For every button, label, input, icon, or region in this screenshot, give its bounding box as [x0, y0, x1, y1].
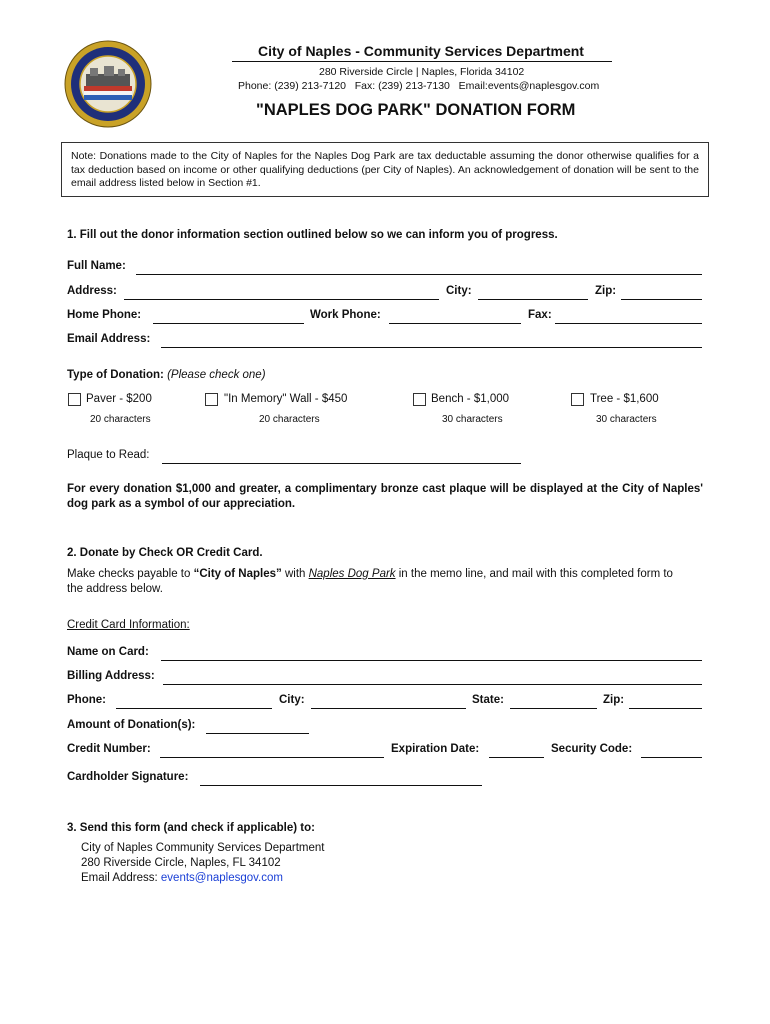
donation-type-hint: (Please check one) — [167, 369, 266, 381]
signature-label: Cardholder Signature: — [67, 771, 189, 783]
full-name-label: Full Name: — [67, 260, 126, 272]
cc-zip-label: Zip: — [603, 694, 625, 706]
security-code-label: Security Code: — [551, 743, 633, 755]
mail-line-2: 280 Riverside Circle, Naples, FL 34102 — [81, 857, 281, 869]
check-text-pre: Make checks payable to — [67, 568, 194, 580]
mail-line-1: City of Naples Community Services Department — [81, 842, 325, 854]
security-code-field[interactable] — [641, 757, 702, 758]
bench-option-label: Bench - $1,000 — [431, 393, 510, 405]
name-on-card-label: Name on Card: — [67, 646, 149, 658]
home-phone-field[interactable] — [153, 323, 304, 324]
credit-number-label: Credit Number: — [67, 743, 151, 755]
email-field[interactable] — [161, 347, 702, 348]
section2-heading: 2. Donate by Check OR Credit Card. — [67, 547, 263, 559]
section3-heading: 3. Send this form (and check if applicable) to: — [67, 822, 315, 834]
city-label: City: — [446, 285, 472, 297]
address-label: Address: — [67, 285, 117, 297]
paver-option-label: Paver - $200 — [86, 393, 152, 405]
cc-city-field[interactable] — [311, 708, 466, 709]
work-phone-label: Work Phone: — [310, 309, 381, 321]
donation-type-label: Type of Donation: — [67, 369, 164, 381]
fax-field[interactable] — [555, 323, 702, 324]
address-field[interactable] — [124, 299, 439, 300]
paver-chars: 20 characters — [90, 414, 151, 425]
mail-email-line — [81, 871, 325, 886]
expiration-field[interactable] — [489, 757, 544, 758]
bench-checkbox[interactable] — [413, 393, 426, 406]
check-memo: Naples Dog Park — [308, 568, 396, 580]
check-text-line2: the address below. — [67, 583, 163, 595]
cc-zip-field[interactable] — [629, 708, 702, 709]
zip-field[interactable] — [621, 299, 702, 300]
department-title: City of Naples - Community Services Department — [258, 43, 584, 59]
tree-checkbox[interactable] — [571, 393, 584, 406]
cc-city-label: City: — [279, 694, 305, 706]
mail-email-label: Email Address: — [81, 872, 161, 884]
mail-address-block — [81, 841, 325, 886]
plaque-field[interactable] — [162, 463, 521, 464]
bench-chars: 30 characters — [442, 414, 503, 425]
email-label: Email Address: — [67, 333, 151, 345]
city-seal-logo — [64, 40, 152, 128]
expiration-label: Expiration Date: — [391, 743, 480, 755]
memory-wall-checkbox[interactable] — [205, 393, 218, 406]
cc-phone-label: Phone: — [67, 694, 106, 706]
signature-field[interactable] — [200, 785, 482, 786]
form-title: "NAPLES DOG PARK" DONATION FORM — [256, 101, 576, 119]
amount-field[interactable] — [206, 733, 309, 734]
billing-address-field[interactable] — [163, 684, 702, 685]
department-contact: Phone: (239) 213-7120 Fax: (239) 213-7130 Email:events@naplesgov.com — [238, 80, 600, 92]
work-phone-field[interactable] — [389, 323, 521, 324]
fax-label: Fax: — [528, 309, 552, 321]
amount-label: Amount of Donation(s): — [67, 719, 196, 731]
credit-number-field[interactable] — [160, 757, 384, 758]
memory-wall-chars: 20 characters — [259, 414, 320, 425]
check-instructions — [67, 567, 707, 597]
donation-type-row — [67, 369, 266, 381]
check-text-post: in the memo line, and mail with this completed form to — [395, 568, 673, 580]
memory-wall-option-label: "In Memory" Wall - $450 — [224, 393, 348, 405]
cc-phone-field[interactable] — [116, 708, 272, 709]
check-text-mid: with — [281, 568, 309, 580]
plaque-label: Plaque to Read: — [67, 449, 150, 461]
plaque-note: For every donation $1,000 and greater, a complimentary bronze cast plaque will be displayed at the City of Naples' dog park as a symbol of our appreciation. — [67, 483, 703, 510]
tree-chars: 30 characters — [596, 414, 657, 425]
home-phone-label: Home Phone: — [67, 309, 142, 321]
zip-label: Zip: — [595, 285, 617, 297]
full-name-field[interactable] — [136, 274, 702, 275]
header-divider — [232, 61, 612, 62]
city-field[interactable] — [478, 299, 588, 300]
credit-card-heading: Credit Card Information: — [67, 619, 190, 631]
cc-state-label: State: — [472, 694, 504, 706]
mail-email-link[interactable]: events@naplesgov.com — [160, 872, 283, 884]
section1-heading: 1. Fill out the donor information section outlined below so we can inform you of progress. — [67, 229, 558, 241]
tree-option-label: Tree - $1,600 — [590, 393, 659, 405]
department-address: 280 Riverside Circle | Naples, Florida 34102 — [319, 66, 525, 78]
tax-note-box: Note: Donations made to the City of Naples for the Naples Dog Park are tax deductable assuming the donor otherwise qualifies for a tax deduction based on income or other qualifying deductions (per City of Naples). An acknowledgement of donation will be sent to the email address listed below in Section #1. — [61, 142, 709, 197]
paver-checkbox[interactable] — [68, 393, 81, 406]
billing-address-label: Billing Address: — [67, 670, 155, 682]
check-payee: “City of Naples” — [193, 568, 282, 580]
cc-state-field[interactable] — [510, 708, 597, 709]
name-on-card-field[interactable] — [161, 660, 702, 661]
